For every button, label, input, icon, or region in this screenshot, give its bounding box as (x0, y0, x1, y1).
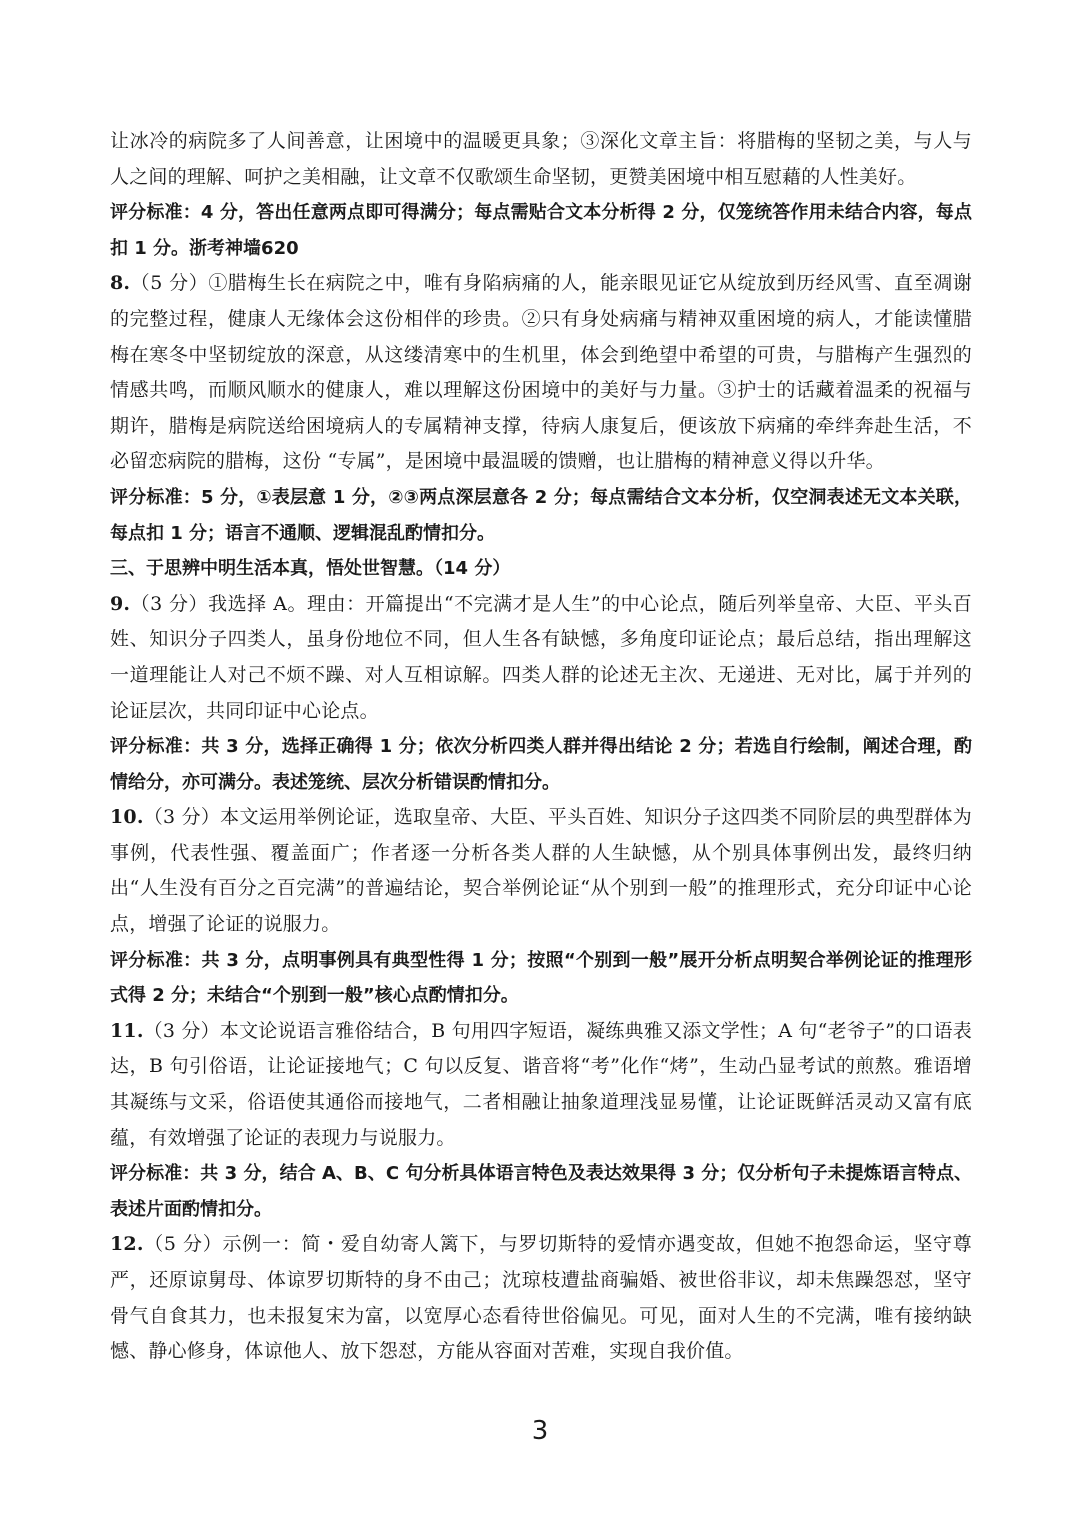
question-number: 10. (110, 806, 144, 829)
answer-text: （3 分）本文论说语言雅俗结合，B 句用四字短语，凝练典雅又添文学性；A 句“老爷子”的口语表达，B 句引俗语，让论证接地气；C 句以反复、谐音将“考”化作“烤”，生动凸显考试的煎熬。雅语增其凝练与文采，俗语使其通俗而接地气，二者相融让抽象道理浅显易懂，让论证既鲜活灵动又富有底蕴，有效增强了论证的表现力与说服力。 (110, 1019, 972, 1149)
question-number: 8. (110, 272, 131, 295)
scoring-criteria: 评分标准：4 分，答出任意两点即可得满分；每点需贴合文本分析得 2 分，仅笼统答作用未结合内容，每点扣 1 分。浙考神墙620 (110, 202, 972, 259)
answer-text: （5 分）示例一：简・爱自幼寄人篱下，与罗切斯特的爱情亦遇变故，但她不抱怨命运，坚守尊严，还原谅舅母、体谅罗切斯特的身不由己；沈琼枝遭盐商骗婚、被世俗非议，却未焦躁怨怼，坚守骨气自食其力，也未报复宋为富，以宽厚心态看待世俗偏见。可见，面对人生的不完满，唯有接纳缺憾、静心修身，体谅他人、放下怨怼，方能从容面对苦难，实现自我价值。 (110, 1233, 972, 1363)
answer-text: （3 分）我选择 A。理由：开篇提出“不完满才是人生”的中心论点，随后列举皇帝、大臣、平头百姓、知识分子四类人，虽身份地位不同，但人生各有缺憾，多角度印证论点；最后总结，指出理解这一道理能让人对己不烦不躁、对人互相谅解。四类人群的论述无主次、无递进、无对比，属于并列的论证层次，共同印证中心论点。 (110, 592, 972, 722)
paragraph-text: 让冰冷的病院多了人间善意，让困境中的温暖更具象；③深化文章主旨：将腊梅的坚韧之美，与人与人之间的理解、呵护之美相融，让文章不仅歌颂生命坚韧，更赞美困境中相互慰藉的人性美好。 (110, 130, 972, 188)
scoring-criteria: 评分标准：共 3 分，点明事例具有典型性得 1 分；按照“个别到一般”展开分析点明契合举例论证的推理形式得 2 分；未结合“个别到一般”核心点酌情扣分。 (110, 949, 972, 1007)
answer-8 (110, 266, 972, 480)
question-number: 12. (110, 1233, 144, 1256)
section-heading: 三、于思辨中明生活本真，悟处世智慧。（14 分） (110, 558, 511, 580)
paragraph-continued (110, 124, 972, 195)
scoring-criteria: 评分标准：共 3 分，结合 A、B、C 句分析具体语言特色及表达效果得 3 分；仅分析句子未提炼语言特点、表述片面酌情扣分。 (110, 1163, 972, 1220)
question-number: 9. (110, 592, 131, 615)
answer-12 (110, 1227, 972, 1369)
answer-text: （3 分）本文运用举例论证，选取皇帝、大臣、平头百姓、知识分子这四类不同阶层的典型群体为事例，代表性强、覆盖面广；作者逐一分析各类人群的人生缺憾，从个别具体事例出发，最终归纳出“人生没有百分之百完满”的普遍结论，契合举例论证“从个别到一般”的推理形式，充分印证中心论点，增强了论证的说服力。 (110, 806, 972, 936)
question-number: 11. (110, 1019, 144, 1042)
answer-10 (110, 800, 972, 942)
answer-page (110, 124, 972, 1370)
answer-text: （5 分）①腊梅生长在病院之中，唯有身陷病痛的人，能亲眼见证它从绽放到历经风雪、直至凋谢的完整过程，健康人无缘体会这份相伴的珍贵。②只有身处病痛与精神双重困境的病人，才能读懂腊梅在寒冬中坚韧绽放的深意，从这缕清寒中的生机里，体会到绝望中希望的可贵，与腊梅产生强烈的情感共鸣，而顺风顺水的健康人，难以理解这份困境中的美好与力量。③护士的话藏着温柔的祝福与期许，腊梅是病院送给困境病人的专属精神支撑，待病人康复后，便该放下病痛的牵绊奔赴生活，不必留恋病院的腊梅，这份 “专属”，是困境中最温暖的馈赠，也让腊梅的精神意义得以升华。 (110, 272, 972, 473)
answer-9 (110, 587, 972, 729)
scoring-criteria: 评分标准：5 分，①表层意 1 分，②③两点深层意各 2 分；每点需结合文本分析，仅空洞表述无文本关联，每点扣 1 分；语言不通顺、逻辑混乱酌情扣分。 (110, 486, 972, 544)
answer-11 (110, 1014, 972, 1156)
scoring-criteria: 评分标准：共 3 分，选择正确得 1 分；依次分析四类人群并得出结论 2 分；若选自行绘制，阐述合理，酌情给分，亦可满分。表述笼统、层次分析错误酌情扣分。 (110, 736, 972, 793)
page-number: 3 (531, 1416, 549, 1446)
